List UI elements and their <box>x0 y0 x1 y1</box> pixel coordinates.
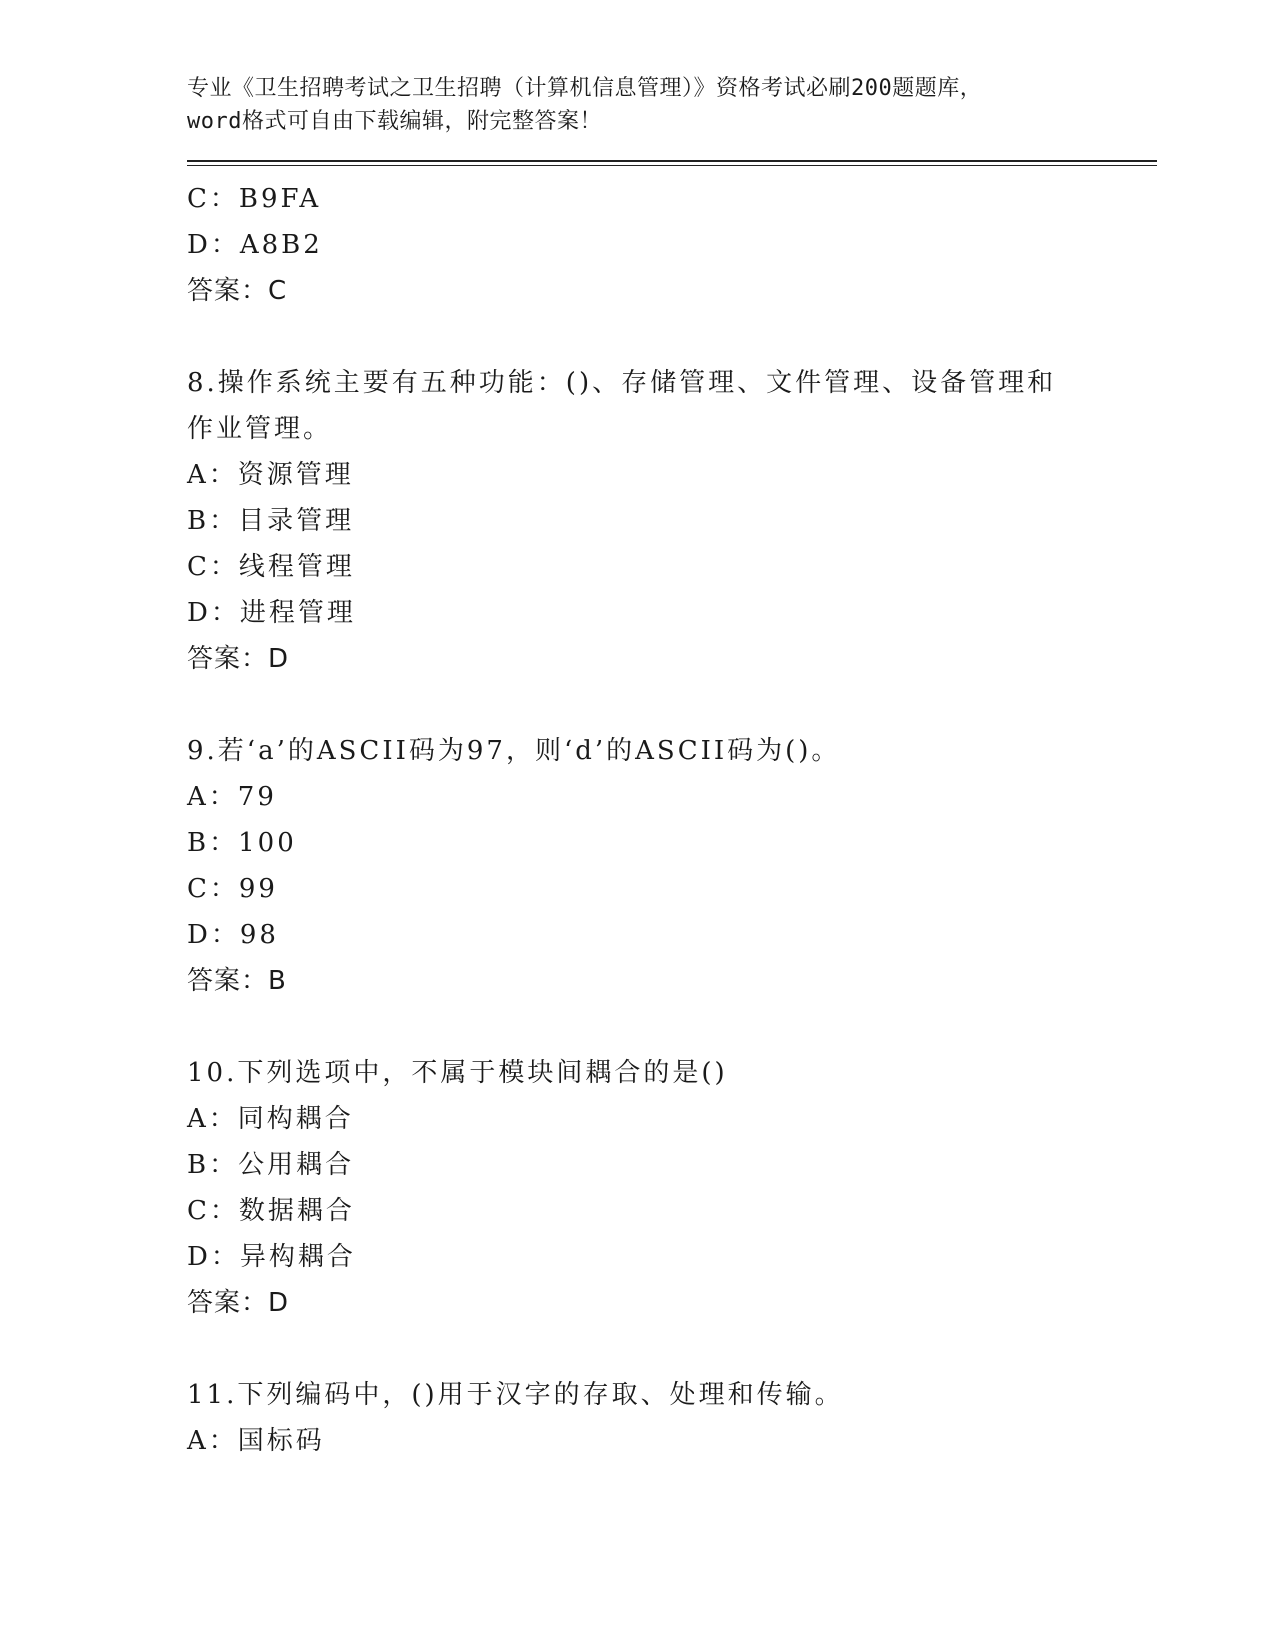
option-d: D：A8B2 <box>187 230 323 260</box>
option-a: A：同构耦合 <box>187 1104 354 1134</box>
question-11 <box>187 1372 1157 1464</box>
option-a: A：79 <box>187 782 277 812</box>
document-page <box>187 72 1157 1464</box>
option-b: B：目录管理 <box>187 506 355 536</box>
option-a: A：资源管理 <box>187 460 354 490</box>
question-list <box>187 176 1157 1464</box>
spacer <box>187 1004 1157 1050</box>
answer: 答案：D <box>187 644 290 674</box>
option-b: B：公用耦合 <box>187 1150 355 1180</box>
question-fragment <box>187 176 1157 314</box>
question-9 <box>187 728 1157 1004</box>
spacer <box>187 314 1157 360</box>
option-d: D：进程管理 <box>187 598 356 628</box>
header-title-line-2: word格式可自由下载编辑，附完整答案！ <box>187 109 602 134</box>
answer: 答案：C <box>187 276 288 306</box>
option-d: D：98 <box>187 920 279 950</box>
option-d: D：异构耦合 <box>187 1242 356 1272</box>
option-b: B：100 <box>187 828 297 858</box>
option-c: C：线程管理 <box>187 552 355 582</box>
question-text: 10.下列选项中，不属于模块间耦合的是() <box>187 1058 728 1088</box>
question-text: 8.操作系统主要有五种功能：()、存储管理、文件管理、设备管理和 <box>187 368 1057 398</box>
answer: 答案：B <box>187 966 287 996</box>
option-c: C：99 <box>187 874 278 904</box>
option-c: C：B9FA <box>187 184 322 214</box>
question-text: 9.若‘a’的ASCII码为97，则‘d’的ASCII码为()。 <box>187 736 841 766</box>
question-8 <box>187 360 1157 682</box>
document-header <box>187 72 1157 138</box>
question-text: 作业管理。 <box>187 414 333 444</box>
option-a: A：国标码 <box>187 1426 325 1456</box>
option-c: C：数据耦合 <box>187 1196 355 1226</box>
header-title-line-1: 专业《卫生招聘考试之卫生招聘（计算机信息管理）》资格考试必刷200题题库， <box>187 76 983 101</box>
question-10 <box>187 1050 1157 1326</box>
spacer <box>187 1326 1157 1372</box>
answer: 答案：D <box>187 1288 290 1318</box>
question-text: 11.下列编码中，()用于汉字的存取、处理和传输。 <box>187 1380 844 1410</box>
header-divider <box>187 160 1157 166</box>
spacer <box>187 682 1157 728</box>
